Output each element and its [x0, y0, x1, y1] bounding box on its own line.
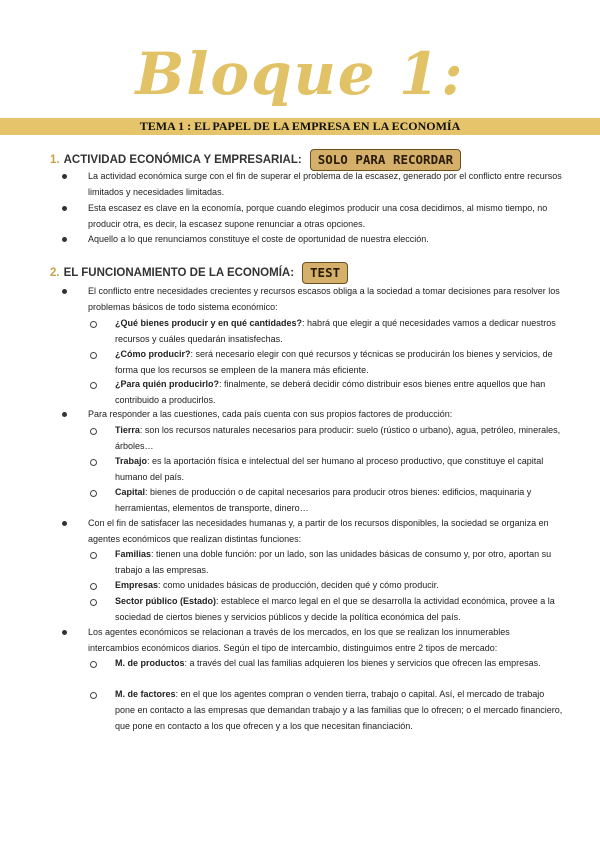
sub-list-item: [115, 453, 565, 485]
sub-list-item: [115, 376, 565, 408]
definition: : tienen una doble función: por un lado, son las unidades básicas de consumo y, por otro, aportan su trabajo a las empresas.: [115, 549, 552, 575]
circle-bullet-icon: [90, 428, 97, 435]
circle-bullet-icon: [90, 552, 97, 559]
section-title: EL FUNCIONAMIENTO DE LA ECONOMÍA:: [63, 267, 295, 279]
circle-bullet-icon: [90, 599, 97, 606]
bullet-icon: [62, 174, 67, 179]
term: Empresas: [115, 580, 159, 590]
test-tag: TEST: [302, 262, 348, 284]
term: ¿Qué bienes producir y en qué cantidades?: [115, 318, 303, 328]
sub-list-item: [115, 315, 565, 347]
sub-list-item: [115, 655, 565, 671]
list-item: El conflicto entre necesidades crecientes y recursos escasos obliga a la sociedad a tomar decisiones para resolver los problemas básicos de todo sistema económico:: [88, 286, 560, 312]
list-item: La actividad económica surge con el fin de superar el problema de la escasez, generado por el conflicto entre recursos limitados y necesidades limitadas.: [88, 171, 562, 197]
definition: : es la aportación física e intelectual del ser humano al proceso productivo, que constituye el capital humano del país.: [115, 456, 544, 482]
circle-bullet-icon: [90, 459, 97, 466]
term: Capital: [115, 487, 146, 497]
term: ¿Para quién producirlo?: [115, 379, 220, 389]
definition: : bienes de producción o de capital necesarios para producir otros bienes: edificios, maquinaria y herramientas, elementos de transporte, dinero…: [115, 487, 532, 513]
term: M. de factores: [115, 689, 176, 699]
sub-list-item: [115, 346, 565, 378]
definition: : habrá que elegir a qué necesidades vamos a dedicar nuestros recursos y cuáles quedarán insatisfechas.: [115, 318, 556, 344]
bullet-icon: [62, 630, 67, 635]
bullet-icon: [62, 412, 67, 417]
section-2-heading: [50, 262, 348, 284]
definition: : en el que los agentes compran o venden tierra, trabajo o capital. Así, el mercado de trabajo pone en contacto a las empresas que demandan trabajo y a las familias que lo ofrecen; o el mercado financiero, que pone en contacto a los que ofrecen y a los que necesitan financiación.: [115, 689, 563, 731]
sub-list-item: [115, 686, 565, 734]
term: ¿Cómo producir?: [115, 349, 191, 359]
section-number: 1.: [50, 154, 60, 166]
term: Familias: [115, 549, 152, 559]
circle-bullet-icon: [90, 692, 97, 699]
list-item: Esta escasez es clave en la economía, porque cuando elegimos producir una cosa decidimos, al mismo tiempo, no producir otra, es decir, la escasez supone renunciar a otras opciones.: [88, 203, 548, 229]
definition: : finalmente, se deberá decidir cómo distribuir esos bienes entre aquellos que han contribuido a producirlos.: [115, 379, 546, 405]
sub-list-item: [115, 577, 565, 593]
term: Tierra: [115, 425, 140, 435]
circle-bullet-icon: [90, 583, 97, 590]
circle-bullet-icon: [90, 321, 97, 328]
section-title: ACTIVIDAD ECONÓMICA Y EMPRESARIAL:: [63, 154, 302, 166]
list-item: Para responder a las cuestiones, cada país cuenta con sus propios factores de producción:: [88, 409, 453, 419]
circle-bullet-icon: [90, 490, 97, 497]
definition: : son los recursos naturales necesarios para producir: suelo (rústico o urbano), agua, petróleo, minerales, árboles…: [115, 425, 561, 451]
term: Trabajo: [115, 456, 148, 466]
definition: : establece el marco legal en el que se desarrolla la actividad económica, provee a la sociedad de ciertos bienes y servicios públicos y decide la política económica del país.: [115, 596, 555, 622]
term: Sector público (Estado): [115, 596, 217, 606]
sub-list-item: [115, 593, 565, 625]
circle-bullet-icon: [90, 661, 97, 668]
circle-bullet-icon: [90, 352, 97, 359]
list-item: Con el fin de satisfacer las necesidades humanas y, a partir de los recursos disponibles, la sociedad se organiza en agentes económicos que realizan distintas funciones:: [88, 518, 549, 544]
section-number: 2.: [50, 267, 60, 279]
bullet-icon: [62, 289, 67, 294]
bullet-icon: [62, 206, 67, 211]
sub-list-item: [115, 422, 565, 454]
page-title: Bloque 1:: [135, 40, 465, 108]
sub-list-item: [115, 546, 565, 578]
circle-bullet-icon: [90, 382, 97, 389]
definition: : será necesario elegir con qué recursos y técnicas se producirán los bienes y servicios, de forma que los recursos se empleen de la manera más eficiente.: [115, 349, 553, 375]
tema-heading: TEMA 1 : EL PAPEL DE LA EMPRESA EN LA ECONOMÍA: [139, 119, 461, 133]
term: M. de productos: [115, 658, 185, 668]
definition: : como unidades básicas de producción, deciden qué y cómo producir.: [158, 580, 439, 590]
sub-list-item: [115, 484, 565, 516]
definition: : a través del cual las familias adquieren los bienes y servicios que ofrecen las empresas.: [184, 658, 541, 668]
list-item: Los agentes económicos se relacionan a través de los mercados, en los que se realizan los innumerables intercambios económicos diarios. Según el tipo de intercambio, distinguimos entre 2 tipos de mercado:: [88, 627, 510, 653]
bullet-icon: [62, 237, 67, 242]
solo-para-recordar-tag: SOLO PARA RECORDAR: [310, 149, 461, 171]
list-item: Aquello a lo que renunciamos constituye el coste de oportunidad de nuestra elección.: [88, 234, 429, 244]
bullet-icon: [62, 521, 67, 526]
